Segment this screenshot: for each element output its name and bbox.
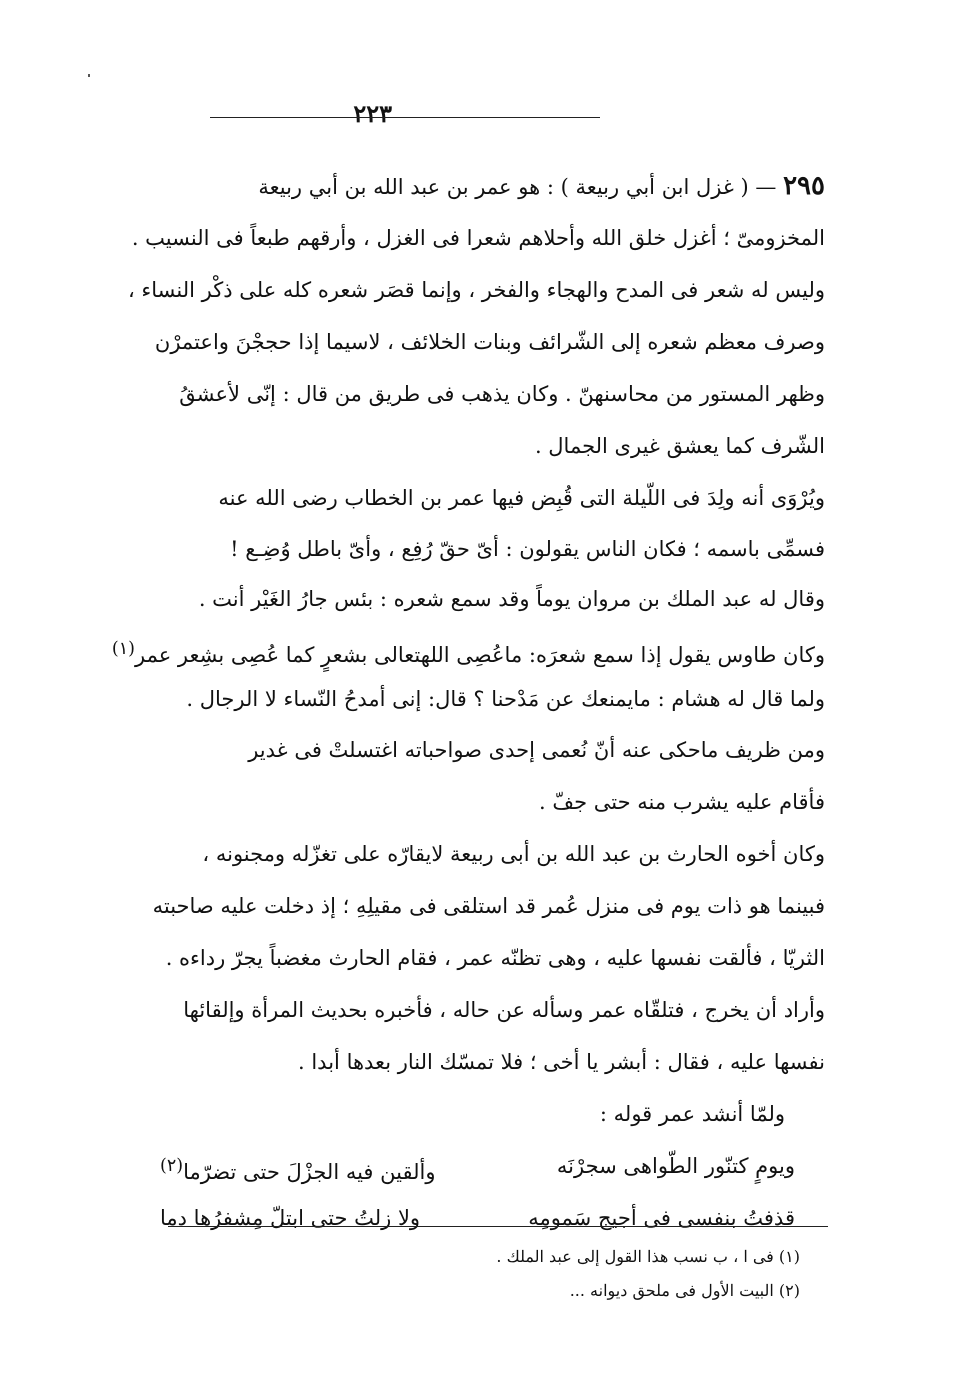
- text-line: وأراد أن يخرج ، فتلقّاه عمر وسأله عن حاله ، فأخبره بحديث المرأة وإلقائها: [183, 998, 825, 1022]
- text-line: ولما قال له هشام : مايمنعك عن مَدْحنا ؟ قال: إنى أمدحُ النّساء لا الرجال .: [186, 687, 825, 711]
- footnote-rule: [168, 1226, 828, 1227]
- entry-title-text: — ( غزل ابن أبي ربيعة ) : هو عمر بن عبد الله بن أبي ربيعة: [258, 175, 784, 199]
- verse-second-hemistich: ولا زلتُ حتى ابتلّ مِشفرُها دما: [160, 1206, 421, 1230]
- text-line: فأقام عليه يشرب منه حتى جفّ .: [538, 790, 825, 814]
- text-line: وصرف معظم شعره إلى الشّرائف وبنات الخلائف ، لاسيما إذا حججْنَ واعتمرْن: [154, 330, 825, 354]
- text-line: وقال له عبد الملك بن مروان يوماً وقد سمع شعره : بئس جارُ الغَيْر أنت .: [198, 587, 825, 611]
- page-number: ٢٢٣: [353, 99, 392, 128]
- text-line: ولمّا أنشد عمر قوله :: [599, 1102, 785, 1126]
- verse-second-hemistich: [160, 1140, 435, 1192]
- text-line: فسمِّى باسمه ؛ فكان الناس يقولون : أىّ حقّ رُفِع ، وأىّ باطل وُضِـع !: [230, 537, 825, 561]
- text-line: وظهر المستور من محاسنهنّ . وكان يذهب فى طريق من قال : إنّى لأعشقُ: [179, 382, 825, 406]
- text-span: وكان طاوس يقول إذا سمع شعرَه: ماعُصِى اللهتعالى بشعرٍ كما عُصِى بشِعر عمر: [134, 643, 825, 667]
- text-line: ويُرْوَى أنه ولِدَ فى اللّيلة التى قُبِض فيها عمر بن الخطاب رضى الله عنه: [218, 486, 825, 510]
- text-line: وليس له شعر فى المدح والهجاء والفخر ، وإنما قصَر شعره كله على ذكْر النساء ،: [127, 278, 825, 302]
- footnote-mark: (٢): [160, 1156, 184, 1176]
- text-line: وكان أخوه الحارث بن عبد الله بن أبى ربيعة لايقارّه على تغزّله ومجنونه ،: [202, 842, 825, 866]
- page-header: [210, 96, 830, 136]
- header-rule: [210, 117, 600, 118]
- main-text: [111, 160, 825, 1244]
- verse-first-hemistich: قذفتُ بنفسى فى أجيج سَمومِه: [528, 1206, 795, 1230]
- hemistich-text: وألقين فيه الجزْلَ حتى تضرّما: [183, 1160, 436, 1184]
- text-line: فبينما هو ذات يوم فى منزل عُمر قد استلقى فى مقيلِهِ ؛ إذ دخلت عليه صاحبته: [152, 894, 825, 918]
- poem-verse: [160, 1140, 825, 1192]
- entry-heading-line: [160, 160, 825, 212]
- footnotes: [168, 1240, 800, 1308]
- scan-speck: [88, 74, 90, 77]
- footnote: (٢) البيت الأول فى ملحق ديوانه ...: [569, 1281, 800, 1300]
- text-line: الثريّا ، فألقت نفسها عليه ، وهى تظنّه عمر ، فقام الحارث مغضباً يجرّ رداءه .: [165, 946, 825, 970]
- poem-verse: [160, 1192, 825, 1244]
- verse-first-hemistich: ويومٍ كتنّور الطّواهى سجرْنَه: [556, 1154, 795, 1178]
- text-line-with-footnote: [111, 624, 825, 674]
- footnote-mark: (١): [111, 639, 135, 659]
- entry-number: ٢٩٥: [783, 171, 825, 201]
- text-line: نفسها عليه ، فقال : أبشر يا أخى ؛ فلا تمسّك النار بعدها أبدا .: [298, 1050, 825, 1074]
- text-line: المخزومىّ ؛ أغزل خلق الله وأحلاهم شعرا فى الغزل ، وأرقهم طبعاً فى النسيب .: [131, 226, 825, 250]
- text-line: الشّرف كما يعشق غيرى الجمال .: [534, 434, 825, 458]
- text-line: ومن ظريف ماحكى عنه أنّ نُعمى إحدى صواحباته اغتسلتْ فى غدير: [248, 738, 825, 762]
- footnote: (١) فى ا ، ب نسب هذا القول إلى عبد الملك .: [496, 1247, 800, 1266]
